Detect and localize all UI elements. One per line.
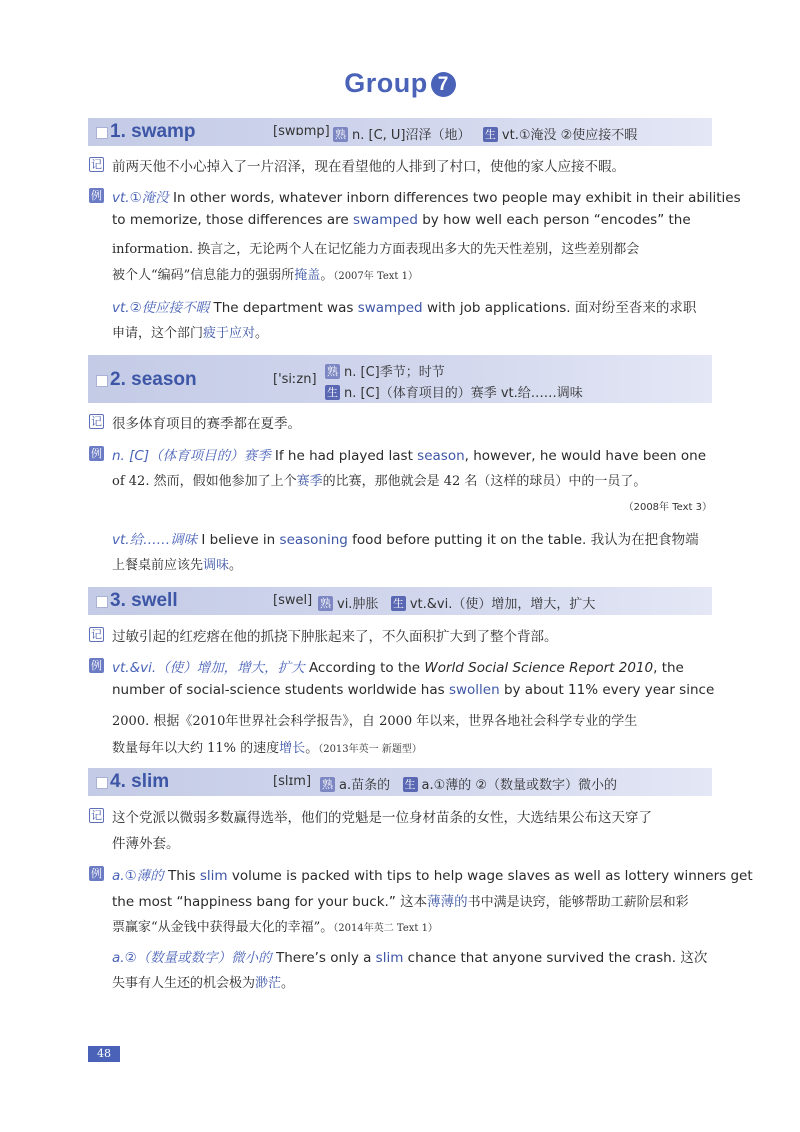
memo-icon: 记 <box>91 628 102 641</box>
phonetic: ['siːzn] <box>273 372 317 387</box>
page-number: 48 <box>88 1046 120 1062</box>
entry-header-season <box>88 355 712 403</box>
example-icon: 例 <box>91 189 102 202</box>
checkbox-icon[interactable] <box>96 127 108 139</box>
headword: 4. slim <box>110 771 170 792</box>
source-citation: （2013年英一 新题型） <box>318 744 422 755</box>
familiar-tag: 熟 <box>335 128 346 141</box>
source-citation: （2014年英二 Text 1） <box>333 923 438 934</box>
example-line: a.②（数量或数字）微小的 There’s only a slim chance that anyone survived the crash. 这次 <box>112 950 708 966</box>
checkbox-icon[interactable] <box>96 596 108 608</box>
example-line: 数量每年以大约 11% 的速度增长。（2013年英一 新题型） <box>112 741 422 756</box>
example-line: 票赢家“从金钱中获得最大化的幸福”。（2014年英二 Text 1） <box>112 920 438 935</box>
memo-text: 件薄外套。 <box>112 836 180 852</box>
example-line: vt.①淹没 In other words, whatever inborn differences two people may exhibit in their abilities <box>112 190 741 206</box>
example-line: 2000. 根据《2010年世界社会科学报告》，自 2000 年以来，世界各地社会科学专业的学生 <box>112 714 638 729</box>
example-line: information. 换言之，无论两个人在记忆能力方面表现出多大的先天性差别，这些差别都会 <box>112 242 640 257</box>
example-line: 申请，这个部门疲于应对。 <box>112 326 269 341</box>
page-title: Group 7 <box>0 68 800 99</box>
example-line: vt.&vi.（使）增加，增大，扩大 According to the World Social Science Report 2010, the <box>112 660 684 676</box>
memo-text: 很多体育项目的赛季都在夏季。 <box>112 416 301 432</box>
source-citation: （2008年 Text 3） <box>623 502 712 513</box>
phonetic: [slɪm] <box>273 774 312 789</box>
memo-text: 前两天他不小心掉入了一片沼泽，现在看望他的人排到了村口，使他的家人应接不暇。 <box>112 159 625 175</box>
entry-header-swell <box>88 587 712 615</box>
memo-icon: 记 <box>91 809 102 822</box>
headword: 2. season <box>110 369 197 390</box>
familiar-tag: 熟 <box>327 365 338 378</box>
example-line: a.①薄的 This slim volume is packed with tips to help wage slaves as well as lottery winners get <box>112 868 753 884</box>
example-icon: 例 <box>91 867 102 880</box>
definitions: 熟 n. [C, U]沼泽（地） 生 vt.①淹没 ②使应接不暇 <box>335 128 638 143</box>
example-line: 失事有人生还的机会极为渺茫。 <box>112 976 295 991</box>
checkbox-icon[interactable] <box>96 375 108 387</box>
example-line: vt.②使应接不暇 The department was swamped with job applications. 面对纷至沓来的求职 <box>112 300 697 316</box>
example-icon: 例 <box>91 659 102 672</box>
group-number-badge: 7 <box>431 72 456 97</box>
definitions: 熟 n. [C]季节；时节 <box>327 365 445 380</box>
definitions: 熟 vi.肿胀 生 vt.&vi.（使）增加，增大，扩大 <box>320 597 596 612</box>
headword: 3. swell <box>110 590 178 611</box>
checkbox-icon[interactable] <box>96 777 108 789</box>
example-line: of 42. 然而，假如他参加了上个赛季的比赛，那他就会是 42 名（这样的球员）中的一员了。 <box>112 474 647 489</box>
headword: 1. swamp <box>110 121 196 142</box>
rare-tag: 生 <box>404 778 416 791</box>
definitions: 熟 a.苗条的 生 a.①薄的 ②（数量或数字）微小的 <box>322 778 618 793</box>
rare-tag: 生 <box>484 128 496 141</box>
definitions: 生 n. [C]（体育项目的）赛季 vt.给……调味 <box>327 386 583 401</box>
example-line: n. [C]（体育项目的）赛季 If he had played last season, however, he would have been one <box>112 448 706 464</box>
memo-icon: 记 <box>91 415 102 428</box>
familiar-tag: 熟 <box>320 597 331 610</box>
memo-text: 这个党派以微弱多数赢得选举，他们的党魁是一位身材苗条的女性，大选结果公布这天穿了 <box>112 810 652 826</box>
phonetic: [swɒmp] <box>273 124 330 139</box>
memo-icon: 记 <box>91 158 102 171</box>
rare-tag: 生 <box>392 597 404 610</box>
phonetic: [swel] <box>273 593 313 608</box>
example-line: 被个人“编码”信息能力的强弱所掩盖。（2007年 Text 1） <box>112 268 418 283</box>
source-citation: （2007年 Text 1） <box>333 271 418 282</box>
example-line: vt.给……调味 I believe in seasoning food before putting it on the table. 我认为在把食物端 <box>112 532 699 548</box>
example-line: number of social-science students worldwide has swollen by about 11% every year since <box>112 682 715 698</box>
entry-header-swamp <box>88 118 712 146</box>
example-line: 上餐桌前应该先调味。 <box>112 558 243 573</box>
rare-tag: 生 <box>327 386 338 399</box>
example-line: to memorize, those differences are swamped by how well each person “encodes” the <box>112 212 691 228</box>
familiar-tag: 熟 <box>322 778 333 791</box>
memo-text: 过敏引起的红疙瘩在他的抓挠下肿胀起来了，不久面积扩大到了整个背部。 <box>112 629 558 645</box>
example-icon: 例 <box>91 447 102 460</box>
example-line: the most “happiness bang for your buck.” 这本薄薄的书中满是诀窍，能够帮助工薪阶层和彩 <box>112 894 689 910</box>
entry-header-slim <box>88 768 712 796</box>
